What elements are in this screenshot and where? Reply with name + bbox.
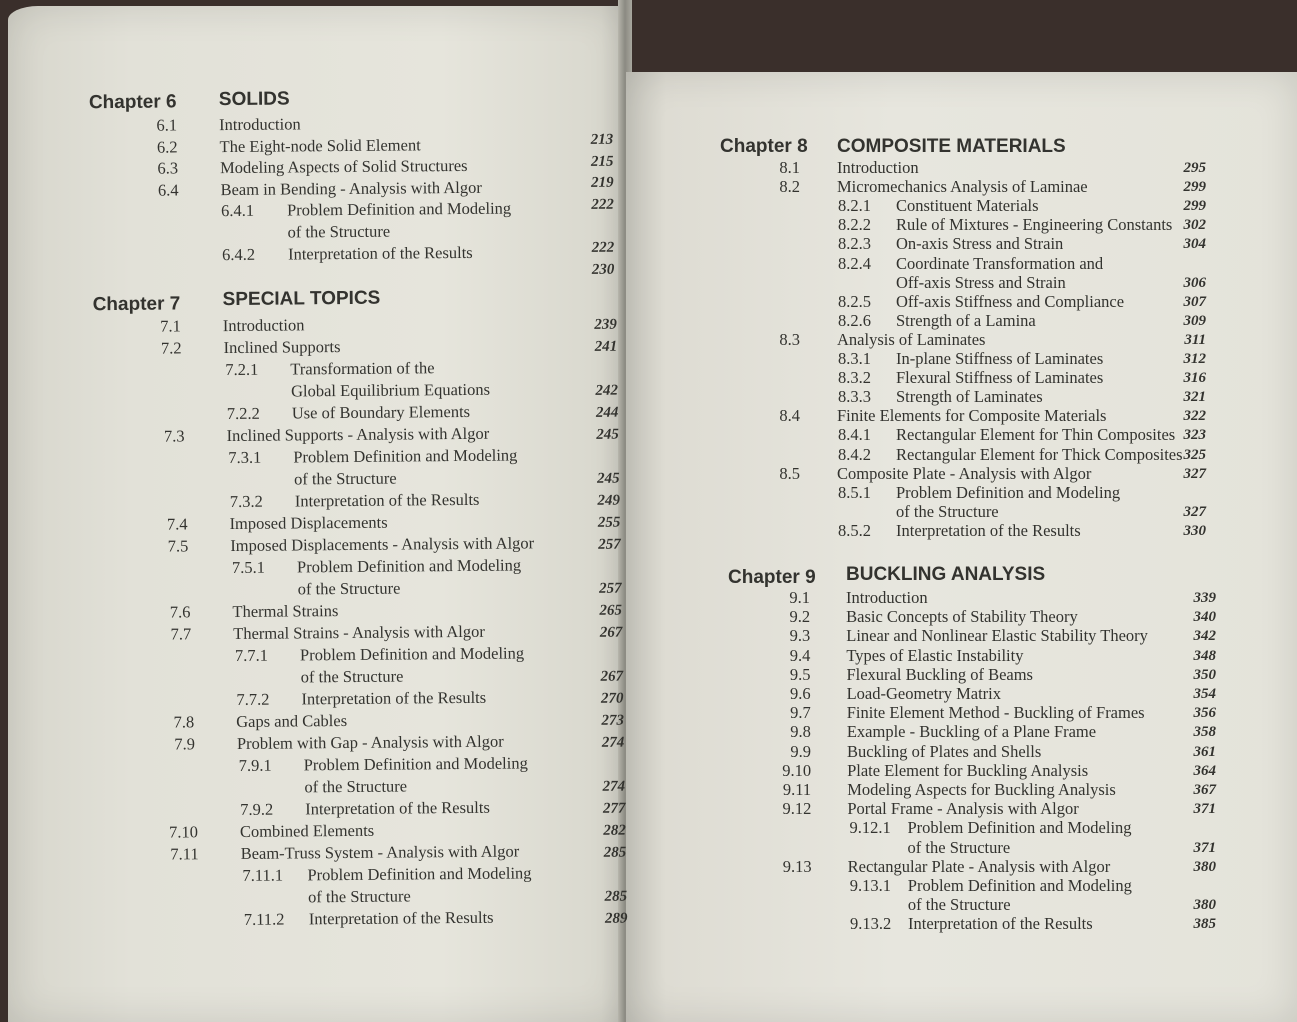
toc-entry-page: 273	[601, 712, 624, 729]
toc-entry-number: 8.4	[779, 406, 800, 426]
toc-entry-page: 302	[1183, 217, 1206, 234]
toc-entry-title[interactable]: Rule of Mixtures - Engineering Constants	[896, 215, 1173, 235]
toc-entry-title[interactable]: Buckling of Plates and Shells	[846, 741, 1042, 761]
toc-entry-number: 7.7.1	[234, 645, 269, 665]
toc-entry-number: 7.8	[173, 712, 195, 732]
chapter-6-title: SOLIDS	[218, 88, 290, 111]
toc-entry-title[interactable]: Problem with Gap - Analysis with Algor	[236, 731, 504, 753]
toc-entry-title[interactable]: Introduction	[837, 158, 919, 177]
toc-entry-title[interactable]: Problem Definition and Modeling	[907, 876, 1132, 895]
toc-entry-title[interactable]: of the Structure	[907, 895, 1011, 915]
toc-entry-number: 8.3.2	[838, 368, 871, 388]
toc-entry-number: 6.1	[156, 115, 178, 135]
toc-entry-title[interactable]: Transformation of the	[290, 358, 435, 379]
toc-entry-number: 7.2.2	[226, 403, 260, 424]
toc-entry-title[interactable]: Problem Definition and Modeling	[307, 863, 532, 885]
toc-entry-number: 8.2.3	[838, 234, 871, 254]
toc-entry-title[interactable]: Use of Boundary Elements	[291, 401, 471, 423]
toc-entry-title[interactable]: of the Structure	[896, 501, 999, 521]
toc-entry-page: 267	[599, 624, 623, 641]
toc-entry-title[interactable]: Problem Definition and Modeling	[303, 753, 528, 775]
toc-entry-number: 6.2	[156, 137, 178, 157]
toc-entry-number: 7.3.1	[228, 447, 262, 468]
toc-entry-page: 257	[598, 580, 622, 597]
toc-entry-number: 9.11	[782, 780, 812, 799]
toc-entry-page: 327	[1183, 503, 1206, 520]
toc-entry-number: 7.5	[167, 536, 189, 556]
toc-entry-number: 7.10	[168, 822, 198, 842]
toc-entry-title[interactable]: Flexural Stiffness of Laminates	[896, 368, 1104, 388]
toc-entry-number: 8.2.6	[838, 310, 871, 330]
toc-entry-number: 8.5.2	[838, 520, 871, 540]
toc-entry-page: 306	[1183, 274, 1206, 291]
toc-entry-number: 6.3	[157, 158, 179, 178]
toc-entry-title[interactable]: Thermal Strains - Analysis with Algor	[233, 621, 485, 643]
toc-entry-number: 9.12	[782, 799, 812, 819]
toc-entry-page: 295	[1183, 160, 1206, 176]
toc-entry-page: 277	[602, 800, 626, 817]
toc-entry-number: 7.11.2	[243, 909, 285, 929]
toc-entry-number: 7.5.1	[231, 557, 266, 577]
toc-entry-number: 8.3.1	[838, 349, 871, 368]
toc-entry-page: 311	[1184, 331, 1206, 348]
toc-entry-title[interactable]: Plate Element for Buckling Analysis	[847, 760, 1089, 780]
toc-entry-number: 7.7.2	[236, 689, 270, 709]
toc-entry-page: 257	[598, 536, 621, 553]
toc-entry-page: 350	[1193, 666, 1216, 683]
toc-entry-number: 7.3.2	[229, 491, 263, 512]
toc-entry-title[interactable]: of the Structure	[300, 666, 404, 687]
toc-entry-page: 244	[595, 404, 619, 421]
toc-entry-title[interactable]: Gaps and Cables	[236, 710, 348, 731]
toc-entry-number: 8.4.1	[838, 425, 871, 445]
toc-entry-number: 8.4.2	[838, 444, 871, 464]
toc-entry-title[interactable]: The Eight-node Solid Element	[219, 134, 421, 156]
toc-entry-title[interactable]: Portal Frame - Analysis with Algor	[847, 799, 1079, 819]
toc-entry-page: 327	[1183, 465, 1206, 482]
toc-entry-number: 8.2.1	[838, 196, 871, 216]
toc-entry-number: 9.6	[789, 684, 811, 703]
toc-entry-number: 8.2.5	[838, 291, 871, 311]
toc-entry-number: 9.12.1	[849, 818, 891, 838]
toc-entry-title[interactable]: Basic Concepts of Stability Theory	[846, 607, 1078, 627]
toc-entry-number: 7.4	[166, 514, 188, 534]
toc-entry-number: 7.9	[174, 734, 196, 754]
toc-entry-page: 325	[1183, 446, 1206, 463]
toc-entry-title[interactable]: Beam in Bending - Analysis with Algor	[220, 177, 482, 199]
toc-entry-title[interactable]: Interpretation of the Results	[287, 242, 473, 264]
toc-entry-title[interactable]: of the Structure	[297, 578, 401, 599]
toc-entry-title[interactable]: In-plane Stiffness of Laminates	[896, 349, 1104, 368]
toc-entry-page: 219	[591, 174, 614, 192]
toc-entry-title[interactable]: Composite Plate - Analysis with Algor	[837, 463, 1092, 483]
toc-entry-title[interactable]: Constituent Materials	[896, 196, 1039, 216]
toc-entry-page: 282	[603, 822, 626, 839]
toc-entry-page: 354	[1193, 686, 1216, 702]
toc-entry-title[interactable]: Interpretation of the Results	[896, 520, 1081, 540]
toc-entry-page: 285	[603, 844, 627, 861]
toc-entry-number: 6.4.1	[220, 201, 255, 221]
toc-entry-title[interactable]: Problem Definition and Modeling	[296, 555, 522, 577]
toc-entry-title[interactable]: Example - Buckling of a Plane Frame	[846, 722, 1097, 742]
toc-entry-number: 9.7	[790, 703, 811, 723]
toc-entry-title[interactable]: Finite Element Method - Buckling of Frames	[846, 703, 1145, 723]
toc-entry-page: 348	[1193, 647, 1216, 664]
chapter-9-title: BUCKLING ANALYSIS	[846, 564, 1046, 585]
toc-entry-page: 358	[1193, 724, 1216, 741]
toc-entry-page: 274	[601, 734, 625, 751]
toc-entry-number: 8.2.2	[838, 215, 871, 235]
toc-entry-title[interactable]: Imposed Displacements - Analysis with Algor	[230, 533, 535, 556]
toc-entry-page: 245	[597, 470, 620, 487]
toc-entry-title[interactable]: Inclined Supports - Analysis with Algor	[226, 423, 490, 446]
toc-entry-title[interactable]: Interpretation of the Results	[305, 797, 490, 819]
toc-entry-title[interactable]: Interpretation of the Results	[308, 907, 494, 929]
toc-entry-title[interactable]: Off-axis Stress and Strain	[896, 272, 1066, 292]
toc-entry-title[interactable]: Analysis of Laminates	[837, 329, 986, 349]
chapter-6-label: Chapter 6	[88, 91, 177, 114]
toc-entry-number: 7.1	[160, 316, 181, 336]
toc-entry-number: 9.3	[789, 626, 811, 646]
toc-entry-title[interactable]: Strength of Laminates	[896, 387, 1043, 407]
toc-entry-page: 299	[1183, 198, 1206, 215]
toc-entry-title[interactable]: Modeling Aspects for Buckling Analysis	[847, 780, 1116, 799]
toc-entry-title[interactable]: Thermal Strains	[232, 601, 339, 621]
toc-entry-title[interactable]: Introduction	[222, 315, 305, 336]
toc-entry-title[interactable]: Combined Elements	[239, 820, 375, 841]
toc-entry-title[interactable]: of the Structure	[304, 776, 408, 797]
toc-entry-number: 7.2.1	[225, 359, 259, 380]
toc-entry-title[interactable]: Introduction	[846, 588, 928, 607]
toc-entry-number: 6.4	[157, 180, 179, 200]
toc-entry-page: 316	[1183, 370, 1206, 387]
toc-entry-page: 364	[1193, 762, 1216, 779]
toc-entry-title[interactable]: Problem Definition and Modeling	[896, 482, 1121, 502]
toc-entry-title[interactable]: of the Structure	[293, 468, 397, 489]
toc-entry-title[interactable]: Flexural Buckling of Beams	[846, 664, 1033, 684]
toc-entry-page: 371	[1193, 839, 1216, 856]
toc-entry-title[interactable]: Inclined Supports	[223, 337, 341, 358]
toc-entry-title[interactable]: Rectangular Element for Thin Composites	[896, 425, 1176, 445]
toc-entry-title[interactable]: Rectangular Plate - Analysis with Algor	[847, 856, 1111, 876]
toc-entry-number: 9.10	[782, 760, 812, 780]
toc-entry-page: 255	[597, 514, 621, 531]
toc-entry-page: 361	[1193, 743, 1216, 760]
toc-entry-number: 6.4.2	[221, 244, 256, 264]
toc-entry-number: 7.7	[170, 624, 192, 644]
toc-entry-number: 9.4	[789, 645, 811, 665]
toc-entry-title[interactable]: Types of Elastic Instability	[846, 645, 1024, 665]
toc-entry-page: 339	[1193, 590, 1216, 606]
toc-entry-number: 7.9.2	[240, 799, 274, 819]
toc-entry-number: 8.1	[779, 158, 800, 177]
toc-entry-number: 9.5	[789, 664, 811, 684]
toc-entry-number: 8.2.4	[838, 253, 871, 273]
toc-entry-title[interactable]: Interpretation of the Results	[908, 914, 1093, 934]
toc-entry-number: 7.11	[170, 844, 199, 864]
toc-entry-page: 371	[1193, 801, 1216, 818]
toc-entry-page: 249	[597, 492, 621, 509]
toc-entry-title[interactable]: Imposed Displacements	[229, 512, 388, 534]
toc-entry-title[interactable]: Strength of a Lamina	[896, 310, 1036, 330]
toc-entry-page: 289	[604, 910, 628, 927]
toc-entry-title[interactable]: Interpretation of the Results	[294, 489, 480, 511]
toc-entry-page: 222	[591, 196, 614, 213]
toc-entry-title[interactable]: Rectangular Element for Thick Composites	[896, 444, 1183, 464]
toc-entry-page: 230	[591, 261, 615, 278]
toc-entry-page: 245	[596, 426, 619, 443]
toc-entry-page: 307	[1183, 293, 1206, 310]
toc-entry-title[interactable]: Load-Geometry Matrix	[846, 684, 1001, 703]
toc-entry-title[interactable]: Problem Definition and Modeling	[293, 445, 518, 467]
toc-entry-title[interactable]: Coordinate Transformation and	[896, 253, 1104, 273]
toc-entry-page: 380	[1193, 897, 1216, 914]
toc-entry-page: 356	[1193, 705, 1216, 722]
toc-entry-number: 7.11.1	[242, 865, 284, 885]
toc-entry-page: 213	[590, 131, 614, 148]
toc-entry-page: 265	[599, 602, 623, 619]
toc-entry-page: 274	[602, 778, 626, 795]
toc-entry-page: 312	[1183, 351, 1206, 367]
toc-entry-page: 322	[1183, 408, 1206, 425]
toc-entry-number: 7.9.1	[238, 755, 272, 775]
toc-entry-number: 7.6	[169, 602, 191, 622]
toc-entry-title[interactable]: Finite Elements for Composite Materials	[837, 406, 1107, 426]
toc-entry-page: 241	[594, 338, 618, 355]
toc-entry-number: 9.13	[782, 856, 812, 876]
toc-entry-title[interactable]: Off-axis Stiffness and Compliance	[896, 291, 1125, 311]
chapter-7-title: SPECIAL TOPICS	[222, 287, 381, 311]
toc-entry-page: 380	[1193, 858, 1216, 875]
toc-entry-page: 342	[1193, 628, 1216, 645]
toc-entry-page: 323	[1183, 427, 1206, 444]
toc-entry-number: 8.5.1	[838, 482, 871, 502]
toc-entry-number: 7.2	[160, 338, 182, 358]
toc-entry-number: 9.13.1	[849, 876, 892, 895]
toc-entry-title[interactable]: Problem Definition and Modeling	[907, 818, 1132, 838]
toc-entry-title[interactable]: On-axis Stress and Strain	[896, 234, 1064, 254]
toc-entry-number: 9.8	[790, 722, 811, 742]
toc-entry-number: 9.13.2	[850, 914, 892, 934]
toc-entry-number: 8.3	[779, 329, 800, 349]
toc-entry-title[interactable]: Linear and Nonlinear Elastic Stability Theory	[846, 626, 1148, 646]
toc-entry-number: 9.9	[790, 741, 811, 761]
toc-entry-page: 304	[1183, 236, 1206, 253]
toc-entry-page: 321	[1183, 389, 1206, 406]
toc-entry-page: 242	[595, 382, 619, 399]
toc-entry-title[interactable]: Global Equilibrium Equations	[290, 379, 491, 401]
toc-entry-number: 9.2	[789, 607, 811, 627]
toc-entry-title[interactable]: Modeling Aspects of Solid Structures	[219, 156, 468, 178]
toc-entry-page: 239	[594, 316, 617, 333]
toc-entry-page: 330	[1183, 522, 1206, 539]
chapter-8-label: Chapter 8	[720, 136, 808, 157]
toc-entry-title[interactable]: of the Structure	[287, 221, 391, 242]
toc-entry-number: 9.1	[789, 588, 810, 607]
toc-entry-page: 215	[590, 153, 614, 170]
toc-entry-number: 8.2	[779, 177, 800, 197]
toc-entry-title[interactable]: Problem Definition and Modeling	[299, 643, 525, 665]
chapter-7-label: Chapter 7	[92, 293, 181, 316]
chapter-9-label: Chapter 9	[728, 567, 816, 588]
toc-entry-page: 367	[1193, 782, 1216, 798]
toc-entry-title[interactable]: of the Structure	[907, 837, 1011, 857]
toc-entry-title[interactable]: Problem Definition and Modeling	[286, 198, 512, 220]
toc-entry-page: 222	[591, 239, 615, 256]
toc-entry-page: 285	[604, 888, 628, 905]
toc-entry-title[interactable]: Micromechanics Analysis of Laminae	[837, 177, 1088, 197]
toc-entry-title[interactable]: of the Structure	[308, 886, 411, 907]
toc-entry-title[interactable]: Interpretation of the Results	[301, 687, 487, 709]
toc-entry-page: 309	[1183, 312, 1206, 329]
toc-entry-number: 8.3.3	[838, 387, 871, 407]
chapter-8-title: COMPOSITE MATERIALS	[837, 136, 1066, 157]
toc-entry-page: 299	[1183, 179, 1206, 196]
toc-entry-page: 385	[1193, 916, 1216, 933]
toc-entry-page: 270	[600, 690, 624, 707]
toc-entry-title[interactable]: Introduction	[219, 114, 301, 135]
toc-entry-title[interactable]: Beam-Truss System - Analysis with Algor	[240, 841, 520, 863]
toc-entry-number: 7.3	[163, 426, 185, 446]
toc-entry-page: 340	[1193, 609, 1216, 626]
toc-entry-number: 8.5	[779, 463, 800, 483]
toc-entry-page: 267	[600, 668, 624, 685]
